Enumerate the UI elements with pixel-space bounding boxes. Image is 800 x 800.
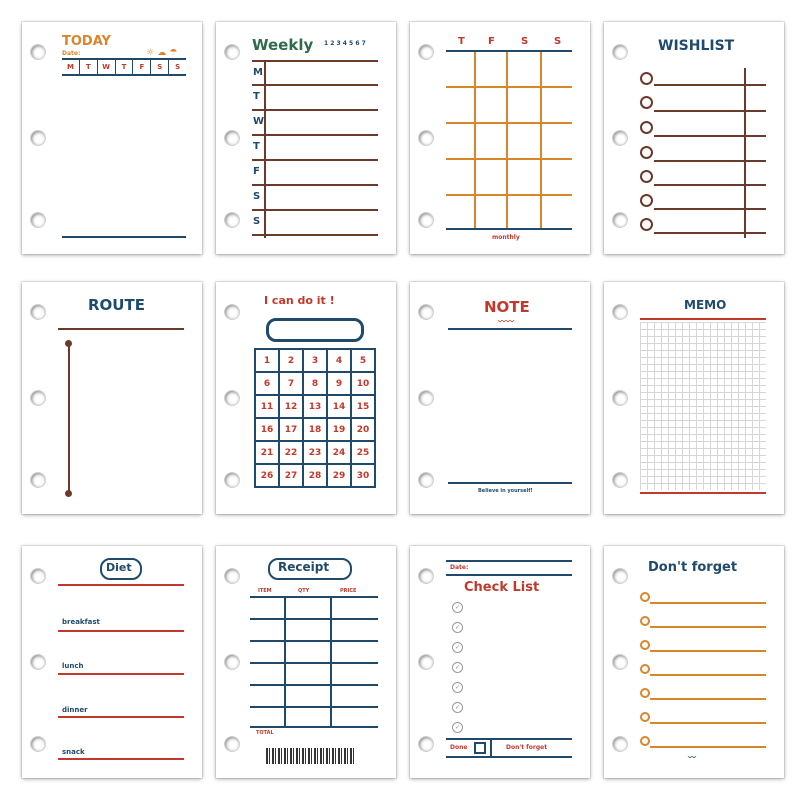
weekly-day: S <box>253 191 261 202</box>
receipt-col: PRICE <box>340 588 357 594</box>
binder-hole <box>418 212 434 228</box>
weekday-cell: T <box>116 60 134 74</box>
card-weekly <box>216 22 396 254</box>
calendar-day: 22 <box>279 441 303 464</box>
forget-line <box>650 674 766 676</box>
route-line <box>58 328 184 330</box>
calendar-day: 10 <box>351 372 375 395</box>
bullet-circle <box>640 121 653 134</box>
calendar-day: 15 <box>351 395 375 418</box>
calendar-day: 5 <box>351 349 375 372</box>
card-dont-forget <box>604 546 784 778</box>
checklist-top-line <box>446 560 572 562</box>
checklist-title: Check List <box>464 580 540 595</box>
receipt-line <box>250 596 378 598</box>
receipt-total: TOTAL <box>256 730 274 736</box>
binder-hole <box>224 304 240 320</box>
card-checklist <box>410 546 590 778</box>
day-bar-bottom <box>62 74 186 76</box>
note-squiggle: 〰〰 <box>498 317 514 326</box>
meal-label: snack <box>62 748 85 756</box>
weekday-cell: F <box>133 60 151 74</box>
binder-hole <box>418 390 434 406</box>
weekday-cell: W <box>98 60 116 74</box>
diet-line <box>58 584 184 586</box>
checklist-date-label: Date: <box>450 564 469 571</box>
binder-hole <box>612 130 628 146</box>
binder-hole <box>224 472 240 488</box>
binder-hole <box>30 212 46 228</box>
binder-hole <box>30 472 46 488</box>
card-today <box>22 22 202 254</box>
grid-top-line <box>446 50 572 52</box>
checklist-dont-forget: Don't forget <box>506 744 548 751</box>
binder-hole <box>612 390 628 406</box>
checklist-done: Done <box>450 744 468 751</box>
card-diet <box>22 546 202 778</box>
note-bottom-line <box>448 482 572 484</box>
weekly-day: F <box>253 166 260 177</box>
receipt-line <box>250 640 378 642</box>
check-circle: ✓ <box>452 662 463 673</box>
weekly-line <box>252 84 378 86</box>
grid-v <box>474 52 476 228</box>
today-date-label: Date: <box>62 50 81 57</box>
calendar-day: 20 <box>351 418 375 441</box>
calendar-day: 26 <box>255 464 279 487</box>
note-title: NOTE <box>484 298 530 316</box>
meal-line <box>58 630 184 632</box>
memo-top-line <box>640 318 766 320</box>
weekly-day: T <box>253 91 260 102</box>
forget-line <box>650 746 766 748</box>
binder-hole <box>224 212 240 228</box>
calendar-day: 9 <box>327 372 351 395</box>
weekly-line <box>252 60 378 62</box>
binder-hole <box>612 212 628 228</box>
weekly-day: T <box>253 141 260 152</box>
binder-hole <box>224 654 240 670</box>
today-title: TODAY <box>62 34 111 49</box>
binder-hole <box>224 390 240 406</box>
wish-line <box>654 84 766 86</box>
grid-h <box>446 122 572 124</box>
grid-bottom-line <box>446 228 572 230</box>
bottom-line <box>62 236 186 238</box>
card-note <box>410 282 590 514</box>
calendar-day: 30 <box>351 464 375 487</box>
weekly-line <box>252 184 378 186</box>
wish-line <box>654 208 766 210</box>
card-route <box>22 282 202 514</box>
binder-hole <box>418 654 434 670</box>
binder-hole <box>30 568 46 584</box>
weather-icons: ☼ ☁ ☂ <box>146 48 178 58</box>
weekly-divider <box>264 60 266 238</box>
card-wishlist <box>604 22 784 254</box>
calendar-day: 2 <box>279 349 303 372</box>
weekly-line <box>252 234 378 236</box>
wish-line <box>654 135 766 137</box>
weekday-cell: M <box>62 60 80 74</box>
binder-hole <box>612 736 628 752</box>
check-circle: ✓ <box>452 642 463 653</box>
note-top-line <box>448 328 572 330</box>
checklist-footer-divider <box>490 738 492 756</box>
weekly-day: S <box>253 216 261 227</box>
calendar-day: 8 <box>303 372 327 395</box>
binder-hole <box>612 654 628 670</box>
weekly-day: W <box>253 116 265 127</box>
calendar-day: 3 <box>303 349 327 372</box>
forget-line <box>650 650 766 652</box>
check-circle: ✓ <box>452 622 463 633</box>
meal-label: breakfast <box>62 618 100 626</box>
card-calendar <box>216 282 396 514</box>
done-checkbox <box>474 742 486 754</box>
binder-hole <box>30 44 46 60</box>
calendar-day: 4 <box>327 349 351 372</box>
barcode <box>266 748 356 764</box>
binder-hole <box>418 304 434 320</box>
calendar-pill <box>266 318 364 342</box>
calendar-day: 17 <box>279 418 303 441</box>
bullet-circle <box>640 194 653 207</box>
bullet-circle <box>640 640 650 650</box>
weekly-line <box>252 109 378 111</box>
grid-day: S <box>554 36 562 47</box>
grid-h <box>446 158 572 160</box>
grid-v <box>506 52 508 228</box>
calendar-day: 7 <box>279 372 303 395</box>
binder-hole <box>418 568 434 584</box>
route-vertical <box>68 342 70 494</box>
diet-title: Diet <box>106 561 132 574</box>
card-memo <box>604 282 784 514</box>
weekly-line <box>252 209 378 211</box>
meal-label: lunch <box>62 662 84 670</box>
binder-hole <box>418 736 434 752</box>
weekday-cell: S <box>175 63 181 71</box>
calendar-day: 28 <box>303 464 327 487</box>
calendar-day: 25 <box>351 441 375 464</box>
receipt-line <box>250 662 378 664</box>
bullet-circle <box>640 592 650 602</box>
memo-title: MEMO <box>684 298 727 312</box>
receipt-line <box>250 618 378 620</box>
bullet-circle <box>640 616 650 626</box>
calendar-day: 11 <box>255 395 279 418</box>
grid-h <box>446 86 572 88</box>
route-start-dot <box>65 340 72 347</box>
bullet-circle <box>640 218 653 231</box>
binder-hole <box>612 44 628 60</box>
note-footer: Believe in yourself! <box>478 488 533 494</box>
checklist-date-line <box>446 574 572 576</box>
wishlist-divider <box>744 68 746 238</box>
bullet-circle <box>640 736 650 746</box>
wish-line <box>654 160 766 162</box>
weekly-line <box>252 134 378 136</box>
grid-footer: monthly <box>492 234 520 241</box>
binder-hole <box>224 736 240 752</box>
binder-hole <box>612 568 628 584</box>
receipt-line <box>250 684 378 686</box>
binder-hole <box>30 736 46 752</box>
checklist-footer-top <box>446 738 572 740</box>
weekday-cell: T <box>80 60 98 74</box>
binder-hole <box>418 44 434 60</box>
forget-line <box>650 626 766 628</box>
check-circle: ✓ <box>452 682 463 693</box>
meal-line <box>58 758 184 760</box>
calendar-day: 23 <box>303 441 327 464</box>
grid-day: F <box>488 36 495 47</box>
forget-line <box>650 602 766 604</box>
grid-day: S <box>521 36 529 47</box>
calendar-day: 6 <box>255 372 279 395</box>
weekly-day: M <box>253 67 263 78</box>
check-circle: ✓ <box>452 602 463 613</box>
calendar-day: 21 <box>255 441 279 464</box>
bullet-circle <box>640 664 650 674</box>
forget-squiggle: 〰 <box>688 753 696 762</box>
check-circle: ✓ <box>452 722 463 733</box>
meal-label: dinner <box>62 706 88 714</box>
calendar-day: 18 <box>303 418 327 441</box>
calendar-day: 13 <box>303 395 327 418</box>
route-title: ROUTE <box>88 296 145 314</box>
calendar-day: 16 <box>255 418 279 441</box>
weekday-row <box>62 60 186 74</box>
binder-hole <box>224 568 240 584</box>
weekly-title: Weekly <box>252 36 314 54</box>
bullet-circle <box>640 96 653 109</box>
check-circle: ✓ <box>452 702 463 713</box>
receipt-col: ITEM <box>258 588 272 594</box>
receipt-line <box>250 726 378 728</box>
binder-hole <box>418 472 434 488</box>
route-end-dot <box>65 490 72 497</box>
calendar-title: I can do it ! <box>264 294 335 307</box>
binder-hole <box>224 130 240 146</box>
binder-hole <box>30 654 46 670</box>
wish-line <box>654 232 766 234</box>
calendar-day: 27 <box>279 464 303 487</box>
binder-hole <box>30 304 46 320</box>
weekly-line <box>252 159 378 161</box>
meal-line <box>58 673 184 675</box>
receipt-line <box>250 706 378 708</box>
binder-hole <box>612 472 628 488</box>
receipt-title: Receipt <box>278 560 330 574</box>
calendar-day: 12 <box>279 395 303 418</box>
binder-hole <box>224 44 240 60</box>
calendar-day: 29 <box>327 464 351 487</box>
calendar-day: 14 <box>327 395 351 418</box>
calendar-grid <box>254 348 376 488</box>
forget-line <box>650 722 766 724</box>
memo-bottom-line <box>640 492 766 494</box>
receipt-col: QTY <box>298 588 310 594</box>
binder-hole <box>30 390 46 406</box>
wish-line <box>654 184 766 186</box>
bullet-circle <box>640 688 650 698</box>
binder-hole <box>418 130 434 146</box>
grid-h <box>446 194 572 196</box>
weekday-cell: S <box>151 60 169 74</box>
binder-hole <box>30 130 46 146</box>
grid-v <box>540 52 542 228</box>
forget-line <box>650 698 766 700</box>
weekly-numbers: 1 2 3 4 5 6 7 <box>324 40 366 47</box>
calendar-day: 24 <box>327 441 351 464</box>
bullet-circle <box>640 712 650 722</box>
calendar-day: 19 <box>327 418 351 441</box>
memo-grid <box>640 322 766 490</box>
grid-day: T <box>458 36 465 47</box>
bullet-circle <box>640 170 653 183</box>
card-week-grid <box>410 22 590 254</box>
bullet-circle <box>640 72 653 85</box>
dont-forget-title: Don't forget <box>648 560 738 575</box>
checklist-footer-bottom <box>446 756 572 758</box>
binder-hole <box>612 304 628 320</box>
bullet-circle <box>640 146 653 159</box>
wish-line <box>654 110 766 112</box>
calendar-day: 1 <box>255 349 279 372</box>
card-receipt <box>216 546 396 778</box>
wishlist-title: WISHLIST <box>658 38 735 54</box>
meal-line <box>58 716 184 718</box>
